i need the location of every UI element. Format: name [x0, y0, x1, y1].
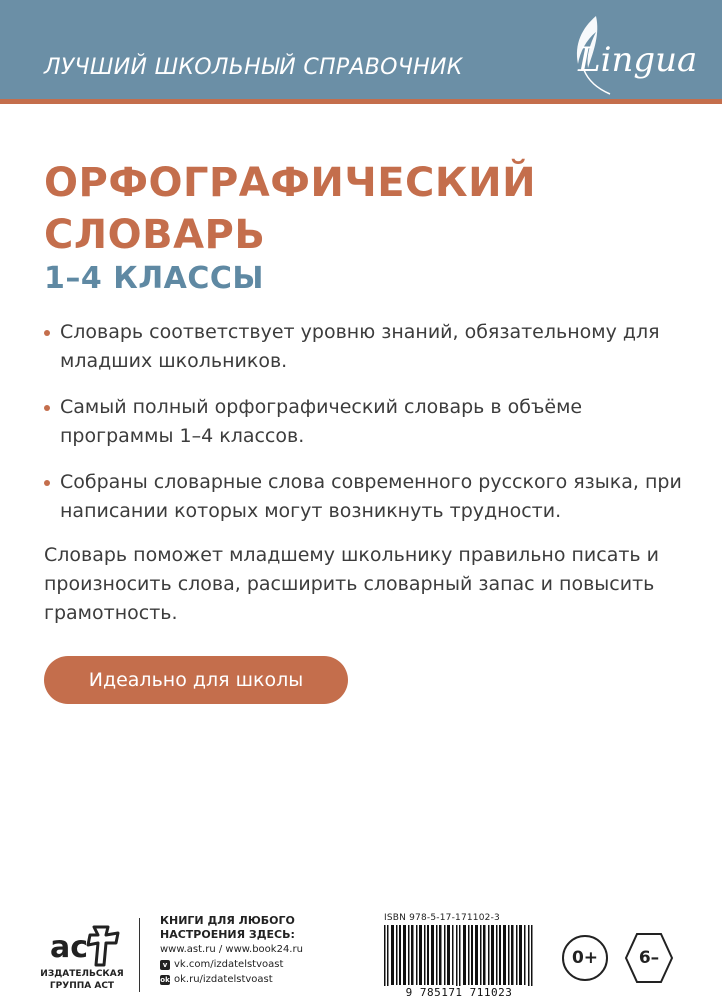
barcode-digits: 9 785171 711023	[380, 986, 538, 999]
feature-list	[44, 318, 684, 543]
feature-item: Самый полный орфографический словарь в объёме программы 1–4 классов.	[44, 393, 684, 451]
age-recommendation-text: 6–	[638, 948, 660, 968]
lingua-logo	[560, 10, 700, 100]
footer-vk-text: vk.com/izdatelstvoast	[174, 959, 284, 970]
feature-item: Собраны словарные слова современного русского языка, при написании которых могут возникнуть трудности.	[44, 468, 684, 526]
barcode	[380, 925, 538, 995]
title-line-2: СЛОВАРЬ	[44, 212, 266, 258]
footer-links	[160, 914, 360, 987]
footer-vk-link[interactable]	[160, 957, 360, 972]
series-title: ЛУЧШИЙ ШКОЛЬНЫЙ СПРАВОЧНИК	[44, 55, 463, 80]
age-rating-badge: 0+	[562, 935, 608, 981]
footer-ok-link[interactable]	[160, 972, 360, 987]
footer-sites-link[interactable]	[160, 942, 360, 957]
svg-text:ac: ac	[50, 930, 89, 965]
publisher-caption	[32, 968, 132, 992]
ok-icon: ok	[160, 975, 170, 984]
vk-icon: v	[160, 960, 170, 970]
footer-heading: КНИГИ ДЛЯ ЛЮБОГО НАСТРОЕНИЯ ЗДЕСЬ:	[160, 914, 295, 941]
badge-ideal-for-school: Идеально для школы	[44, 656, 348, 704]
header-banner	[0, 0, 722, 104]
book-subtitle: 1–4 КЛАССЫ	[44, 261, 264, 296]
age-recommendation-badge	[620, 930, 678, 986]
feature-item: Словарь соответствует уровню знаний, обязательному для младших школьников.	[44, 318, 684, 376]
logo-text: Lingua	[578, 40, 698, 80]
title-line-1: ОРФОГРАФИЧЕСКИЙ	[44, 160, 537, 206]
publisher-caption-line-1: ИЗДАТЕЛЬСКАЯ	[40, 969, 124, 979]
description-paragraph: Словарь поможет младшему школьнику правильно писать и произносить слова, расширить словарный запас и повысить грамотность.	[44, 544, 660, 624]
book-title	[44, 157, 684, 261]
footer-ok-text: ok.ru/izdatelstvoast	[174, 974, 273, 985]
footer-divider	[139, 918, 140, 992]
isbn-text: ISBN 978-5-17-171102-3	[384, 913, 500, 923]
ast-logo-mark	[32, 913, 132, 969]
footer-sites-text: www.ast.ru / www.book24.ru	[160, 944, 303, 955]
publisher-caption-line-2: ГРУППА АСТ	[49, 981, 115, 991]
